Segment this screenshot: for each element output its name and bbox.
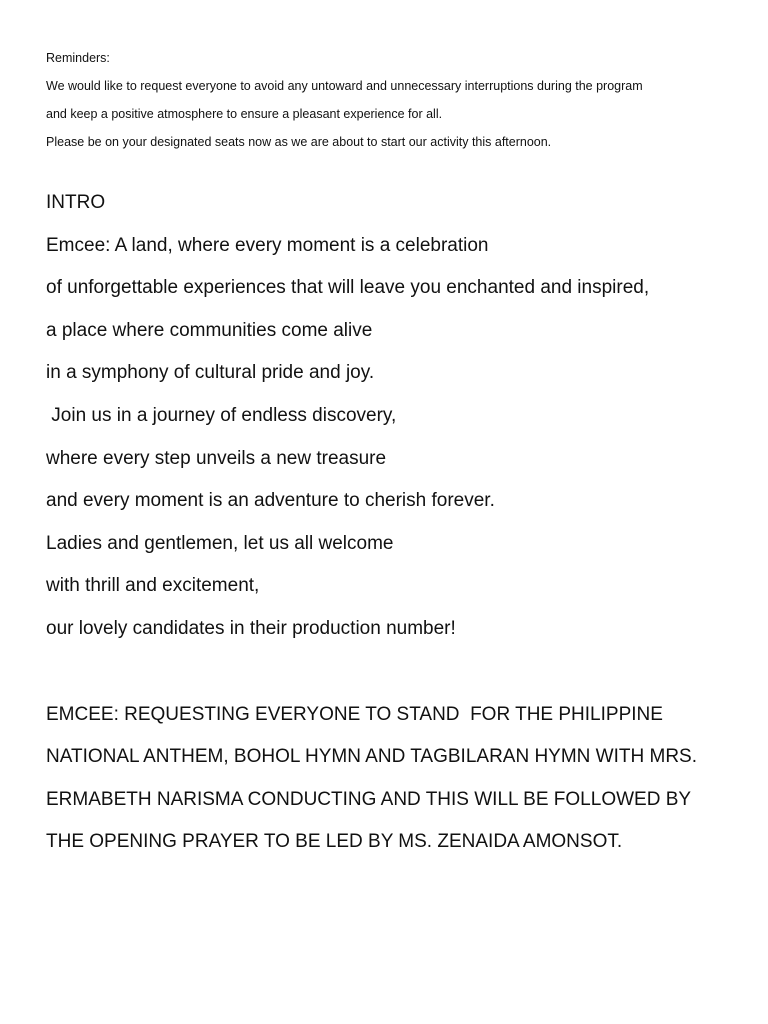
reminders-line: and keep a positive atmosphere to ensure a pleasant experience for all. [46, 107, 443, 121]
intro-heading: INTRO [46, 192, 106, 213]
reminders-heading: Reminders: [46, 51, 110, 65]
anthem-line: THE OPENING PRAYER TO BE LED BY MS. ZENAIDA AMONSOT. [46, 831, 623, 853]
reminders-line: Please be on your designated seats now as we are about to start our activity this afternoon. [46, 135, 552, 149]
intro-line: with thrill and excitement, [46, 575, 260, 597]
intro-section [46, 182, 746, 651]
intro-line: Emcee: A land, where every moment is a celebration [46, 234, 489, 256]
intro-line: Join us in a journey of endless discovery, [46, 404, 397, 426]
intro-line: a place where communities come alive [46, 319, 373, 341]
intro-line: where every step unveils a new treasure [46, 447, 387, 469]
reminders-section [46, 44, 746, 156]
intro-line: our lovely candidates in their production number! [46, 617, 456, 639]
intro-line: Ladies and gentlemen, let us all welcome [46, 532, 394, 554]
anthem-line: NATIONAL ANTHEM, BOHOL HYMN AND TAGBILARAN HYMN WITH MRS. [46, 746, 698, 768]
anthem-section [46, 694, 746, 864]
intro-line: in a symphony of cultural pride and joy. [46, 362, 375, 384]
intro-line: and every moment is an adventure to cherish forever. [46, 490, 495, 512]
anthem-line: EMCEE: REQUESTING EVERYONE TO STAND FOR THE PHILIPPINE [46, 704, 663, 725]
anthem-line: ERMABETH NARISMA CONDUCTING AND THIS WILL BE FOLLOWED BY [46, 788, 692, 810]
intro-line: of unforgettable experiences that will leave you enchanted and inspired, [46, 277, 650, 299]
reminders-line: We would like to request everyone to avoid any untoward and unnecessary interruptions during the program [46, 79, 643, 93]
